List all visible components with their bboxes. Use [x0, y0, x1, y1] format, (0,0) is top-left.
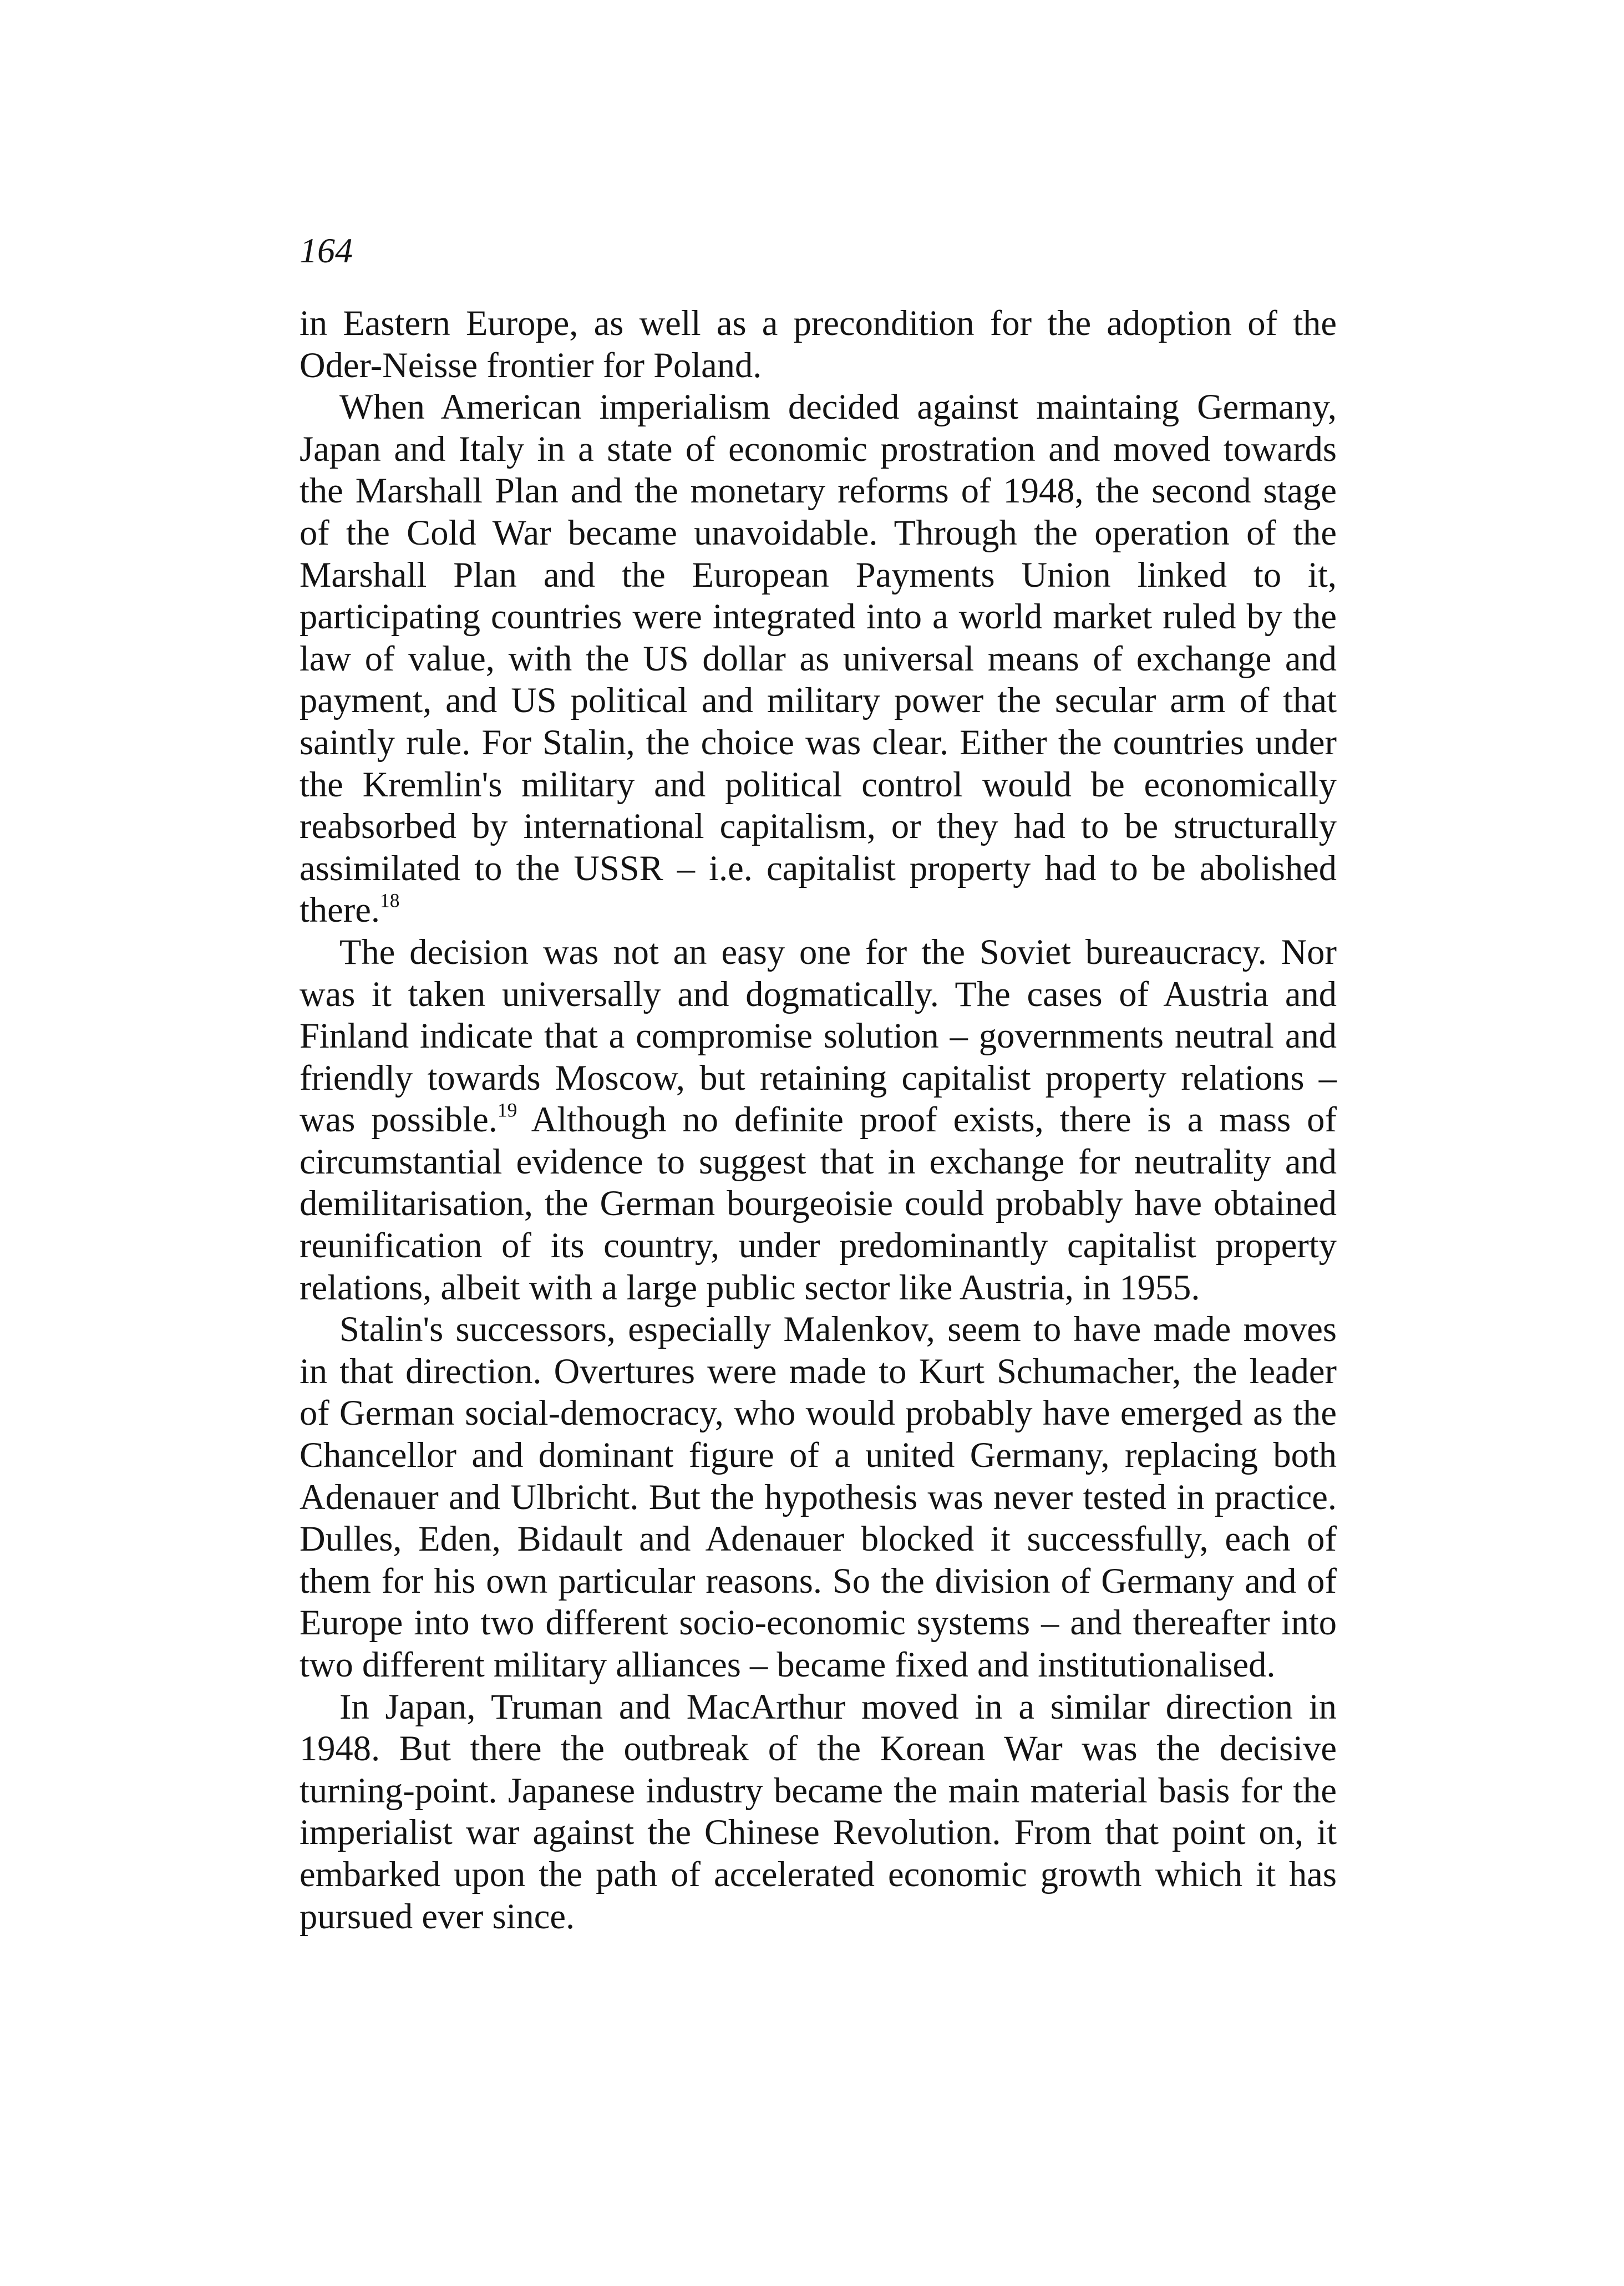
- page-number: 164: [300, 231, 353, 270]
- paragraph-text: The decision was not an easy one for the Soviet bureaucracy. Nor was it taken universally and dogmatically. The cases of Austria and Finland indicate that a compromise solution – governments neutral and friendly towards Moscow, but retaining capitalist property relations – was possible.: [300, 932, 1337, 1140]
- paragraph-cold-war: [300, 386, 1337, 931]
- body-text: [300, 302, 1337, 1937]
- paragraph-text: in Eastern Europe, as well as a precondition for the adoption of the Oder-Neisse frontier for Poland.: [300, 303, 1337, 385]
- paragraph-continued: [300, 302, 1337, 386]
- paragraph-japan: [300, 1686, 1337, 1938]
- footnote-marker: 19: [497, 1099, 517, 1121]
- footnote-marker: 18: [380, 889, 400, 912]
- paragraph-text: Stalin's successors, especially Malenkov, seem to have made moves in that direction. Overtures were made to Kurt Schumacher, the leader of German social-democracy, who would probably have emerged as the Chancellor and dominant figure of a united Germany, replacing both Adenauer and Ulbricht. But the hypothesis was never tested in practice. Dulles, Eden, Bidault and Adenauer blocked it successfully, each of them for his own particular reasons. So the division of Germany and of Europe into two different socio-economic systems – and thereafter into two different military alliances – became fixed and institutionalised.: [300, 1309, 1337, 1684]
- paragraph-text: In Japan, Truman and MacArthur moved in a similar direction in 1948. But there the outbreak of the Korean War was the decisive turning-point. Japanese industry became the main material basis for the imperialist war against the Chinese Revolution. From that point on, it embarked upon the path of accelerated economic growth which it has pursued ever since.: [300, 1686, 1337, 1936]
- paragraph-text: When American imperialism decided against maintaing Germany, Japan and Italy in a state of economic prostration and moved towards the Marshall Plan and the monetary reforms of 1948, the second stage of the Cold War became unavoidable. Through the operation of the Marshall Plan and the European Payments Union linked to it, participating countries were integrated into a world market ruled by the law of value, with the US dollar as universal means of exchange and payment, and US political and military power the secular arm of that saintly rule. For Stalin, the choice was clear. Either the countries under the Kremlin's military and political control would be economically reabsorbed by international capitalism, or they had to be structurally assimilated to the USSR – i.e. capitalist property had to be abolished there.: [300, 387, 1337, 930]
- paragraph-text-continued: Although no definite proof exists, there is a mass of circumstantial evidence to suggest that in exchange for neutrality and demilitarisation, the German bourgeoisie could probably have obtained reunification of its country, under predominantly capitalist property relations, albeit with a large public sector like Austria, in 1955.: [300, 1100, 1337, 1307]
- paragraph-stalin-successors: [300, 1308, 1337, 1685]
- paragraph-soviet-decision: [300, 931, 1337, 1308]
